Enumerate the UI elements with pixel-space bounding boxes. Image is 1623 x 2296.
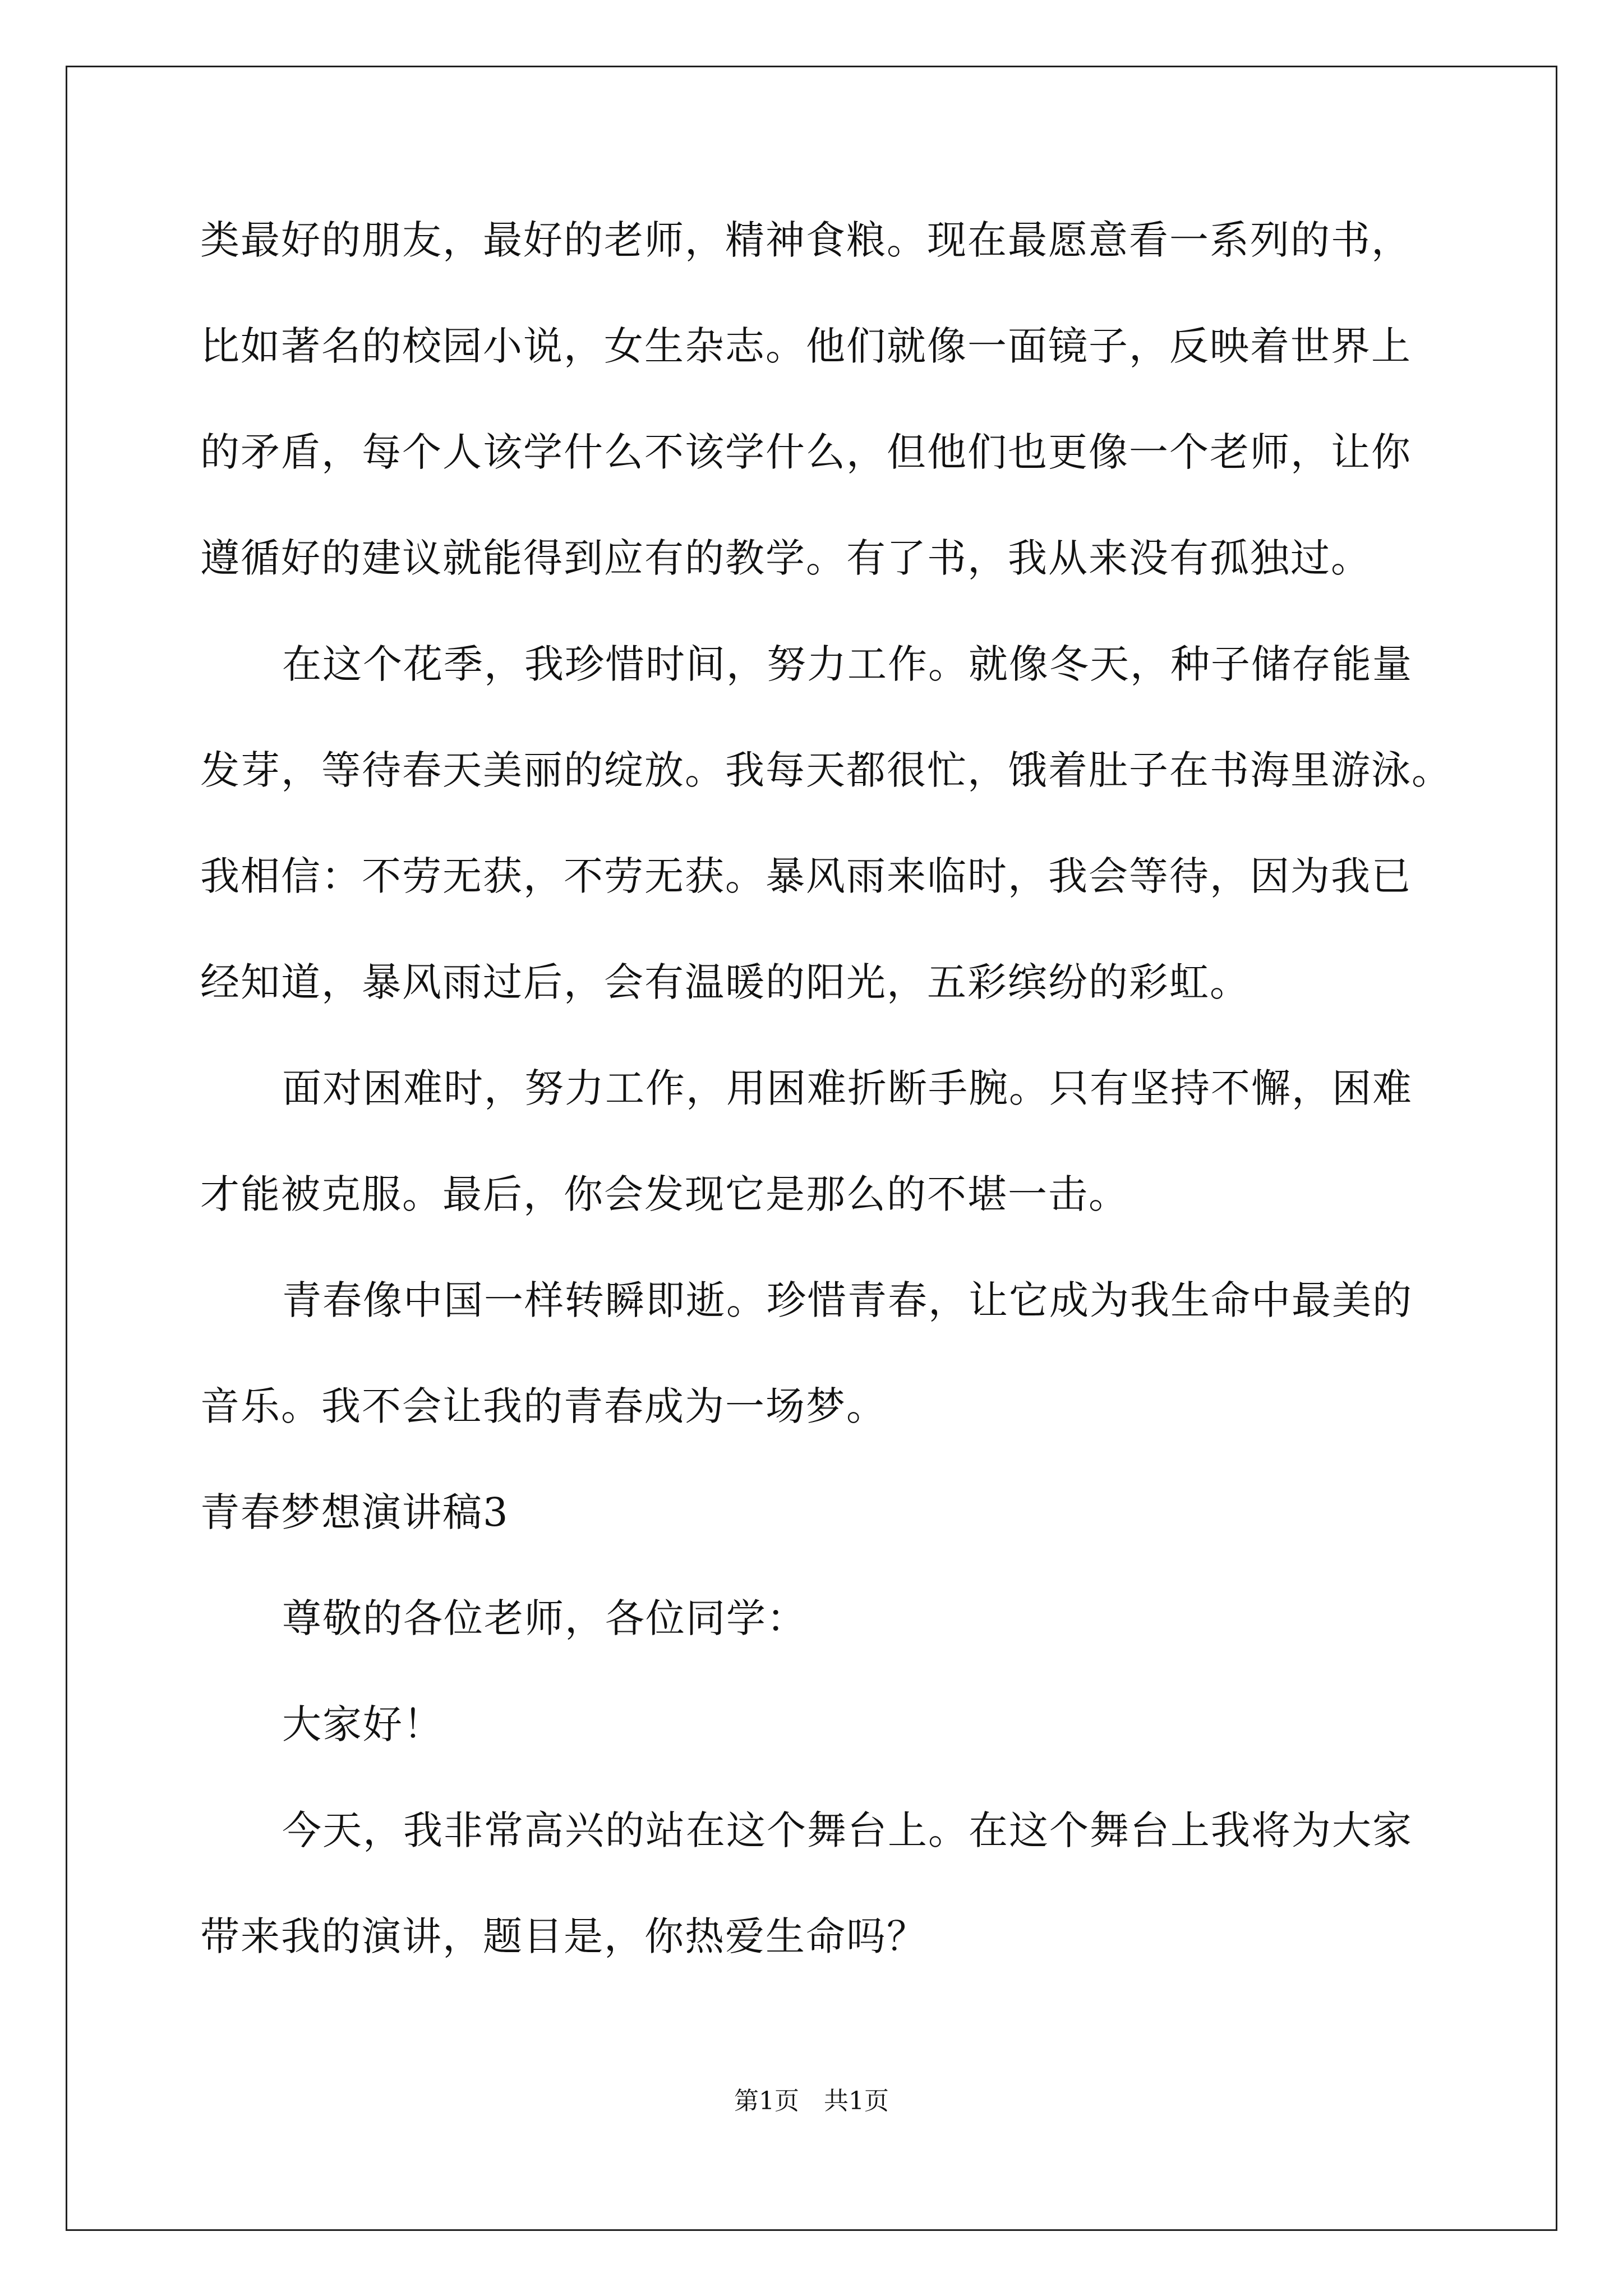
text-line: 经知道，暴风雨过后，会有温暖的阳光，五彩缤纷的彩虹。 <box>200 959 1250 1005</box>
text-line: 比如著名的校园小说，女生杂志。他们就像一面镜子，反映着世界上 <box>200 323 1412 369</box>
section-heading: 青春梦想演讲稿3 <box>200 1489 509 1535</box>
text-line: 带来我的演讲，题目是，你热爱生命吗？ <box>200 1913 927 1959</box>
salutation: 尊敬的各位老师，各位同学： <box>282 1595 807 1641</box>
text-line: 遵循好的建议就能得到应有的教学。有了书，我从来没有孤独过。 <box>200 535 1371 581</box>
paragraph-first-line: 今天，我非常高兴的站在这个舞台上。在这个舞台上我将为大家 <box>282 1807 1413 1853</box>
paragraph-first-line: 青春像中国一样转瞬即逝。珍惜青春，让它成为我生命中最美的 <box>282 1277 1413 1323</box>
text-line: 我相信：不劳无获，不劳无获。暴风雨来临时，我会等待，因为我已 <box>200 853 1412 899</box>
text-line: 音乐。我不会让我的青春成为一场梦。 <box>200 1383 887 1429</box>
text-line: 类最好的朋友，最好的老师，精神食粮。现在最愿意看一系列的书， <box>200 217 1412 263</box>
paragraph-first-line: 面对困难时，努力工作，用困难折断手腕。只有坚持不懈，困难 <box>282 1065 1413 1111</box>
text-line: 发芽，等待春天美丽的绽放。我每天都很忙，饿着肚子在书海里游泳。 <box>200 747 1452 793</box>
paragraph-first-line: 在这个花季，我珍惜时间，努力工作。就像冬天，种子储存能量 <box>282 641 1413 687</box>
page-border <box>66 66 1557 2231</box>
page-number-footer: 第1页 共1页 <box>734 2087 889 2115</box>
text-line: 才能被克服。最后，你会发现它是那么的不堪一击。 <box>200 1171 1129 1217</box>
text-line: 的矛盾，每个人该学什么不该学什么，但他们也更像一个老师，让你 <box>200 429 1412 475</box>
greeting: 大家好！ <box>282 1701 444 1747</box>
